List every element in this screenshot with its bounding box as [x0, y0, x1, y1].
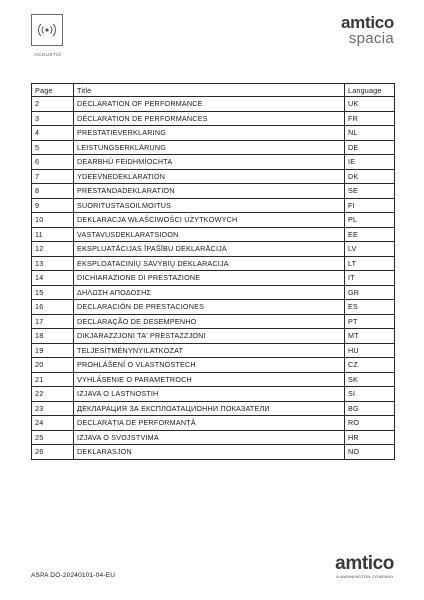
table-row — [32, 126, 395, 141]
table-row — [32, 213, 395, 228]
table-row — [32, 242, 395, 257]
page-number-cell: 23 — [32, 401, 74, 416]
title-cell: EKSPLUATĀCIJAS ĪPAŠĪBU DEKLARĀCIJA — [74, 242, 345, 257]
page-number-cell: 18 — [32, 329, 74, 344]
page-number-cell: 20 — [32, 358, 74, 373]
page-number-cell: 17 — [32, 314, 74, 329]
acoustic-label: ACOUSTIC — [34, 52, 62, 57]
title-cell: DICHIARAZIONE DI PRESTAZIONE — [74, 271, 345, 286]
title-cell: DECLARAȚIA DE PERFORMANȚĂ — [74, 416, 345, 431]
page-number-cell: 24 — [32, 416, 74, 431]
page-number-cell: 21 — [32, 372, 74, 387]
language-cell: RO — [345, 416, 395, 431]
language-cell: SE — [345, 184, 395, 199]
language-cell: SK — [345, 372, 395, 387]
column-header-language: Language — [345, 84, 395, 97]
title-cell: LEISTUNGSERKLÄRUNG — [74, 140, 345, 155]
language-cell: PT — [345, 314, 395, 329]
title-cell: VYHLÁSENIE O PARAMETROCH — [74, 372, 345, 387]
table-row — [32, 329, 395, 344]
title-cell: DIKJARAZZJONI TA' PRESTAZZJONI — [74, 329, 345, 344]
table-row — [32, 169, 395, 184]
column-header-page: Page — [32, 84, 74, 97]
table-row — [32, 358, 395, 373]
title-cell: DECLARAÇÃO DE DESEMPENHO — [74, 314, 345, 329]
language-cell: BG — [345, 401, 395, 416]
page-number-cell: 10 — [32, 213, 74, 228]
language-cell: NO — [345, 445, 395, 460]
title-cell: SUORITUSTASOILMOITUS — [74, 198, 345, 213]
page-number-cell: 22 — [32, 387, 74, 402]
table-row — [32, 445, 395, 460]
contents-table — [31, 83, 395, 460]
page-number-cell: 16 — [32, 300, 74, 315]
footer-brand-name: amtico — [335, 553, 394, 574]
page-number-cell: 12 — [32, 242, 74, 257]
title-cell: TELJESÍTMÉNYNYILATKOZAT — [74, 343, 345, 358]
language-cell: HR — [345, 430, 395, 445]
table-row — [32, 227, 395, 242]
table-row — [32, 314, 395, 329]
language-cell: FI — [345, 198, 395, 213]
page-number-cell: 4 — [32, 126, 74, 141]
table-row — [32, 184, 395, 199]
language-cell: HU — [345, 343, 395, 358]
brand-sub: spacia — [348, 30, 394, 47]
title-cell: VASTAVUSDEKLARATSIOON — [74, 227, 345, 242]
footer-logo — [335, 555, 394, 579]
page-number-cell: 11 — [32, 227, 74, 242]
language-cell: ES — [345, 300, 395, 315]
language-cell: PL — [345, 213, 395, 228]
language-cell: LV — [345, 242, 395, 257]
column-header-title: Title — [74, 84, 345, 97]
language-cell: LT — [345, 256, 395, 271]
brand-logo — [341, 15, 394, 46]
acoustic-badge — [31, 14, 63, 46]
table-body — [32, 97, 395, 460]
page-number-cell: 8 — [32, 184, 74, 199]
table-row — [32, 111, 395, 126]
sound-waves-icon — [32, 15, 62, 45]
language-cell: CZ — [345, 358, 395, 373]
table-row — [32, 387, 395, 402]
table-row — [32, 285, 395, 300]
title-cell: DECLARACIÓN DE PRESTACIONES — [74, 300, 345, 315]
title-cell: DEKLARASJON — [74, 445, 345, 460]
page-number-cell: 3 — [32, 111, 74, 126]
page-number-cell: 13 — [32, 256, 74, 271]
page-number-cell: 6 — [32, 155, 74, 170]
title-cell: ДЕКЛАРАЦИЯ ЗА ЕКСПЛОАТАЦИОННИ ПОКАЗАТЕЛИ — [74, 401, 345, 416]
language-cell: FR — [345, 111, 395, 126]
language-cell: IT — [345, 271, 395, 286]
page-number-cell: 9 — [32, 198, 74, 213]
title-cell: DECLARATION OF PERFORMANCE — [74, 97, 345, 112]
title-cell: PROHLÁŠENÍ O VLASTNOSTECH — [74, 358, 345, 373]
page-number-cell: 26 — [32, 445, 74, 460]
table-header-row — [32, 84, 395, 97]
title-cell: YDEEVNEDEKLARATION — [74, 169, 345, 184]
table-row — [32, 300, 395, 315]
title-cell: ΔΗΛΩΣΗ ΑΠΟΔΟΣΗΣ — [74, 285, 345, 300]
table-row — [32, 372, 395, 387]
title-cell: IZJAVA O LASTNOSTIH — [74, 387, 345, 402]
language-cell: DK — [345, 169, 395, 184]
language-cell: EE — [345, 227, 395, 242]
table-row — [32, 401, 395, 416]
page-number-cell: 14 — [32, 271, 74, 286]
table-row — [32, 140, 395, 155]
page-number-cell: 19 — [32, 343, 74, 358]
table-row — [32, 256, 395, 271]
language-cell: MT — [345, 329, 395, 344]
language-cell: IE — [345, 155, 395, 170]
language-cell: UK — [345, 97, 395, 112]
page-number-cell: 2 — [32, 97, 74, 112]
title-cell: EKSPLOATACINIŲ SAVYBIŲ DEKLARACIJA — [74, 256, 345, 271]
table-row — [32, 416, 395, 431]
table-row — [32, 97, 395, 112]
brand-name: amtico — [341, 13, 394, 32]
language-cell: NL — [345, 126, 395, 141]
table-row — [32, 343, 395, 358]
title-cell: IZJAVA O SVOJSTVIMA — [74, 430, 345, 445]
table-row — [32, 430, 395, 445]
title-cell: DÉCLARATION DE PERFORMANCES — [74, 111, 345, 126]
page-number-cell: 7 — [32, 169, 74, 184]
language-cell: GR — [345, 285, 395, 300]
table-row — [32, 271, 395, 286]
table-row — [32, 155, 395, 170]
title-cell: DEKLARACJA WŁAŚCIWOŚCI UŻYTKOWYCH — [74, 213, 345, 228]
title-cell: PRESTATIEVERKLARING — [74, 126, 345, 141]
page-number-cell: 25 — [32, 430, 74, 445]
document-reference: ASPA DO-20240101-04-EU — [31, 572, 116, 579]
page-number-cell: 5 — [32, 140, 74, 155]
page-number-cell: 15 — [32, 285, 74, 300]
table-row — [32, 198, 395, 213]
footer-brand-tagline: A MANNINGTON COMPANY — [336, 574, 394, 579]
language-cell: SI — [345, 387, 395, 402]
title-cell: DEARBHÚ FEIDHMÍOCHTA — [74, 155, 345, 170]
title-cell: PRESTANDADEKLARATION — [74, 184, 345, 199]
language-cell: DE — [345, 140, 395, 155]
